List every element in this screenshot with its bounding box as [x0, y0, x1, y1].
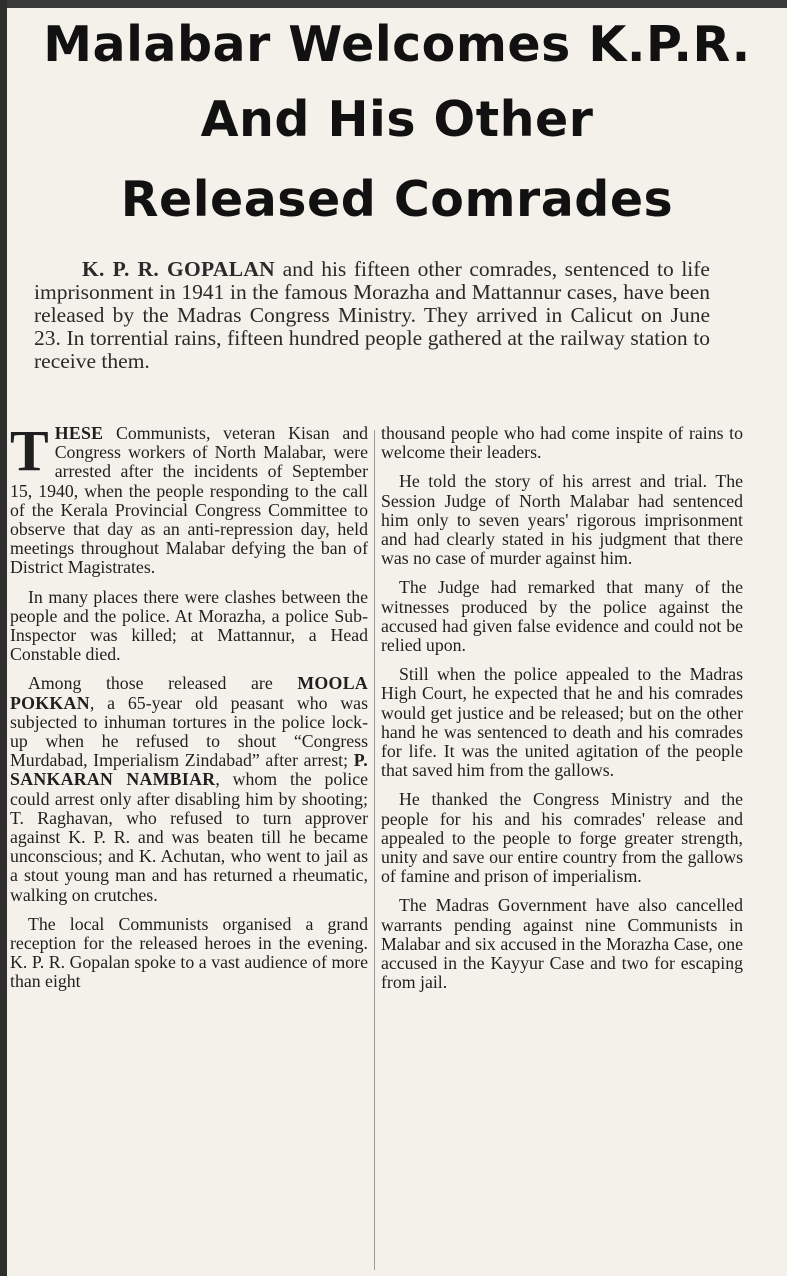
headline-line-2: And His Other	[200, 91, 594, 148]
name-moola-pokkan: MOOLA POKKAN	[10, 673, 368, 713]
intro-text	[34, 258, 710, 373]
intro-paragraph	[34, 258, 710, 373]
intro-body: and his fifteen other comrades, sentenced to life imprisonment in 1941 in the famous Morazha and Mattannur cases, have been released by the Madras Congress Ministry. They arrived in Calicut on June 23. In torrential rains, fifteen hundred people gathered at the railway station to receive them.	[34, 257, 710, 373]
right-paragraph-2: The Judge had remarked that many of the witnesses produced by the police against the accused had given false evidence and could not be relied upon.	[381, 577, 743, 656]
right-paragraph-4: He thanked the Congress Ministry and the people for his and his comrades' release and appealed to the people to forge greater strength, unity and save our entire country from the gallows of famine and prison of imperialism.	[381, 789, 743, 887]
lead-caps: HESE	[54, 424, 104, 443]
headline	[12, 8, 782, 238]
left-column	[10, 424, 368, 1272]
drop-cap: T	[10, 424, 49, 483]
scan-border-left	[0, 0, 7, 1276]
left-paragraph-2: In many places there were clashes between the people and the police. At Morazha, a police Sub-Inspector was killed; at Mattannur, a Head Constable died.	[10, 586, 368, 665]
scan-border-top	[0, 0, 787, 8]
right-paragraph-5: The Madras Government have also cancelled warrants pending against nine Communists in Malabar and six accused in the Morazha Case, one accused in the Kayyur Case and two for escaping from jail.	[381, 895, 743, 993]
left-paragraph-3-b: , a 65-year old peasant who was subjected to inhuman tortures in the police lock-up when he refused to shout “Congress Murdabad, Imperialism Zindabad” after arrest;	[10, 692, 368, 771]
left-paragraph-4: The local Communists organised a grand reception for the released heroes in the evening. K. P. R. Gopalan spoke to a vast audience of more than eight	[10, 913, 368, 992]
headline-line-1: Malabar Welcomes K.P.R.	[43, 16, 751, 73]
left-paragraph-3	[10, 674, 368, 904]
right-paragraph-3: Still when the police appealed to the Madras High Court, he expected that he and his comrades would get justice and be released; but on the other hand he was sentenced to death and his comrades for life. It was the united agitation of the people that saved him from the gallows.	[381, 664, 743, 781]
left-paragraph-3-a: Among those released are	[28, 673, 298, 694]
headline-line-3: Released Comrades	[120, 171, 674, 228]
name-sankaran-nambiar: P. SANKARAN NAMBIAR	[10, 750, 368, 790]
left-paragraph-3-c: , whom the police could arrest only after disabling him by shooting; T. Raghavan, who refused to turn approver against K. P. R. and was beaten till he became unconscious; and K. Achutan, who went to jail as a stout young man and has returned a rheumatic, walking on crutches.	[10, 769, 368, 905]
left-paragraph-1-text: Communists, veteran Kisan and Congress workers of North Malabar, were arrested after the incidents of September 15, 1940, when the people responding to the call of the Kerala Provincial Congress Committee to observe that day as an anti-repression day, held meetings throughout Malabar defying the ban of District Magistrates.	[10, 424, 368, 578]
column-divider	[374, 430, 375, 1270]
intro-name: K. P. R. GOPALAN	[82, 257, 275, 281]
right-paragraph-0: thousand people who had come inspite of rains to welcome their leaders.	[381, 424, 743, 463]
right-paragraph-1: He told the story of his arrest and trial. The Session Judge of North Malabar had sentenced him only to seven years' rigorous imprisonment and had clearly stated in his judgment that there was no case of murder against him.	[381, 471, 743, 569]
left-paragraph-1	[10, 424, 368, 578]
right-column	[381, 424, 743, 1272]
